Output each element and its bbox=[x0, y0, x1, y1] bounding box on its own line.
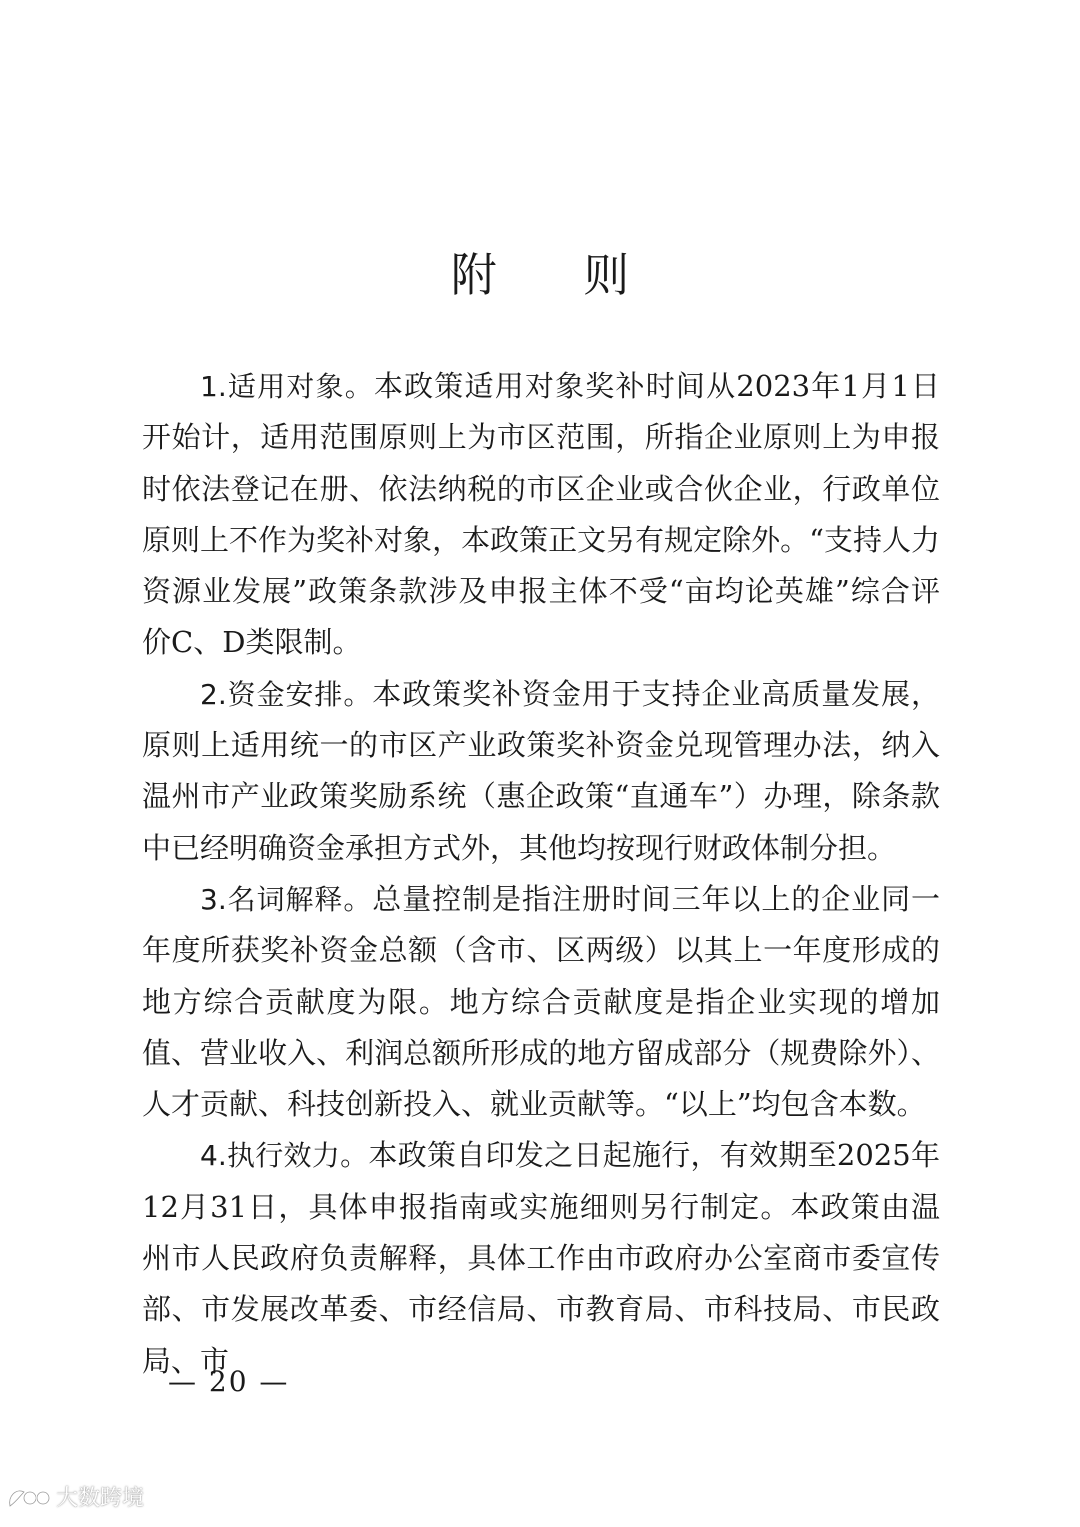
paragraph-heading: 1.适用对象。 bbox=[200, 370, 374, 403]
watermark-text: 大数跨境 bbox=[56, 1486, 145, 1511]
paragraph-heading: 3.名词解释。 bbox=[200, 882, 373, 916]
paragraph-applicable-objects bbox=[142, 361, 940, 669]
watermark bbox=[6, 1481, 144, 1512]
paragraph-effectiveness bbox=[142, 1130, 940, 1386]
paragraph-text: 总量控制是指注册时间三年以上的企业同一年度所获奖补资金总额（含市、区两级）以其上一年度形成的地方综合贡献度为限。地方综合贡献度是指企业实现的增加值、营业收入、利润总额所形成的地方留成部分（规费除外）、人才贡献、科技创新投入、就业贡献等。“以上”均包含本数。 bbox=[142, 881, 940, 1122]
logo-icon bbox=[6, 1482, 52, 1512]
paragraph-heading: 4.执行效力。 bbox=[200, 1139, 369, 1173]
paragraph-text: 本政策适用对象奖补时间从2023年1月1日开始计，适用范围原则上为市区范围，所指企业原则上为申报时依法登记在册、依法纳税的市区企业或合伙企业，行政单位原则上不作为奖补对象，本政策正文另有规定除外。“支持人力资源业发展”政策条款涉及申报主体不受“亩均论英雄”综合评价C、D类限制。 bbox=[142, 369, 940, 660]
paragraph-heading: 2.资金安排。 bbox=[200, 677, 373, 711]
page-title: 附 则 bbox=[450, 248, 666, 302]
paragraph-term-definitions bbox=[142, 874, 940, 1130]
paragraph-text: 本政策自印发之日起施行，有效期至2025年12月31日，具体申报指南或实施细则另行制定。本政策由温州市人民政府负责解释，具体工作由市政府办公室商市委宣传部、市发展改革委、市经信局、市教育局、市科技局、市民政局、市 bbox=[142, 1138, 940, 1378]
page-number: — 20 — bbox=[168, 1365, 290, 1398]
document-body bbox=[142, 361, 940, 1387]
paragraph-text: 本政策奖补资金用于支持企业高质量发展，原则上适用统一的市区产业政策奖补资金兑现管理办法，纳入温州市产业政策奖励系统（惠企政策“直通车”）办理，除条款中已经明确资金承担方式外，其他均按现行财政体制分担。 bbox=[142, 676, 940, 865]
paragraph-funding-arrangement bbox=[142, 669, 940, 874]
